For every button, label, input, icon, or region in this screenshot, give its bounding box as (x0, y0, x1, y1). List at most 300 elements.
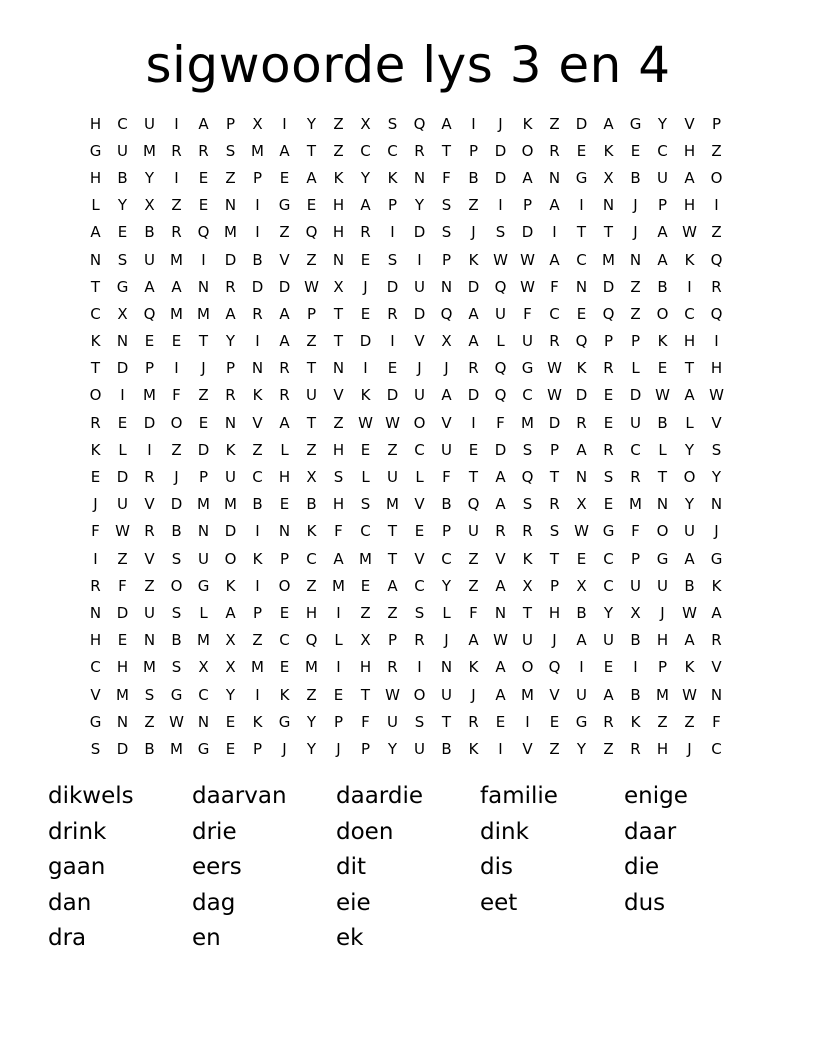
grid-letter: E (117, 631, 128, 650)
grid-letter: S (360, 495, 371, 514)
grid-letter: F (442, 468, 451, 487)
grid-letter: F (712, 712, 721, 731)
grid-letter: Q (197, 223, 210, 242)
grid-letter: P (549, 440, 560, 459)
grid-letter: J (471, 223, 476, 242)
grid-letter: K (252, 712, 263, 731)
grid-letter: C (603, 576, 614, 595)
grid-letter: O (413, 685, 426, 704)
grid-letter: A (198, 114, 209, 133)
grid-letter: T (333, 304, 344, 323)
grid-letter: E (576, 304, 587, 323)
grid-letter: D (170, 495, 183, 514)
grid-letter: E (603, 386, 614, 405)
grid-letter: C (252, 468, 263, 487)
grid-letter: Q (305, 631, 318, 650)
grid-letter: T (387, 549, 398, 568)
grid-letter: R (711, 277, 722, 296)
grid-letter: I (336, 658, 341, 677)
grid-letter: R (360, 223, 371, 242)
grid-letter: E (279, 658, 290, 677)
grid-letter: I (498, 739, 503, 758)
grid-letter: L (631, 359, 640, 378)
grid-letter: A (144, 277, 155, 296)
word-list-item: eie (336, 889, 371, 916)
grid-letter: Z (549, 114, 560, 133)
grid-letter: A (225, 304, 236, 323)
grid-letter: I (471, 413, 476, 432)
grid-letter: B (252, 495, 263, 514)
grid-letter: L (361, 468, 370, 487)
grid-letter: P (306, 304, 317, 323)
grid-letter: O (521, 658, 534, 677)
grid-letter: W (520, 250, 535, 269)
grid-letter: H (683, 332, 696, 351)
grid-letter: B (657, 413, 668, 432)
grid-letter: I (255, 223, 260, 242)
grid-letter: I (363, 359, 368, 378)
grid-letter: C (360, 522, 371, 541)
grid-letter: A (279, 304, 290, 323)
grid-letter: D (413, 304, 426, 323)
grid-letter: D (467, 277, 480, 296)
grid-letter: A (495, 468, 506, 487)
grid-letter: X (576, 576, 587, 595)
grid-letter: M (224, 495, 237, 514)
grid-letter: D (575, 114, 588, 133)
grid-letter: U (144, 114, 155, 133)
grid-letter: T (549, 549, 560, 568)
grid-letter: D (224, 522, 237, 541)
grid-letter: K (360, 386, 371, 405)
grid-letter: S (144, 685, 155, 704)
grid-letter: Y (684, 495, 695, 514)
grid-letter: E (279, 603, 290, 622)
grid-letter: O (683, 468, 696, 487)
grid-letter: L (685, 413, 694, 432)
grid-letter: U (414, 739, 425, 758)
grid-letter: V (549, 685, 560, 704)
grid-letter: P (198, 468, 209, 487)
grid-letter: M (143, 141, 156, 160)
grid-letter: X (252, 114, 263, 133)
grid-letter: Z (306, 250, 317, 269)
grid-letter: A (603, 114, 614, 133)
grid-letter: Y (414, 196, 425, 215)
grid-letter: S (414, 712, 425, 731)
grid-letter: E (360, 576, 371, 595)
grid-letter: N (575, 468, 588, 487)
grid-letter: Q (413, 114, 426, 133)
grid-letter: V (144, 495, 155, 514)
grid-letter: B (306, 495, 317, 514)
grid-letter: B (252, 250, 263, 269)
grid-letter: U (225, 468, 236, 487)
grid-letter: I (174, 168, 179, 187)
grid-letter: H (656, 631, 669, 650)
grid-letter: S (522, 440, 533, 459)
grid-letter: E (90, 468, 101, 487)
grid-letter: W (547, 359, 562, 378)
grid-letter: W (709, 386, 724, 405)
grid-letter: P (441, 250, 452, 269)
grid-letter: L (658, 440, 667, 459)
grid-letter: G (710, 549, 723, 568)
grid-letter: C (603, 549, 614, 568)
grid-letter: Z (468, 196, 479, 215)
grid-letter: U (684, 522, 695, 541)
grid-letter: R (144, 468, 155, 487)
grid-letter: N (602, 196, 615, 215)
grid-letter: N (440, 658, 453, 677)
grid-letter: Z (630, 304, 641, 323)
grid-letter: E (306, 196, 317, 215)
word-list-item: dink (480, 818, 529, 845)
grid-letter: W (574, 522, 589, 541)
grid-letter: Y (225, 685, 236, 704)
grid-letter: A (603, 685, 614, 704)
grid-letter: U (117, 141, 128, 160)
grid-letter: R (225, 277, 236, 296)
grid-letter: M (602, 250, 615, 269)
grid-letter: C (711, 739, 722, 758)
word-list-item: dit (336, 854, 367, 880)
grid-letter: N (494, 603, 507, 622)
grid-letter: D (467, 386, 480, 405)
grid-letter: X (306, 468, 317, 487)
grid-letter: D (116, 359, 129, 378)
grid-letter: L (91, 196, 100, 215)
grid-letter: W (655, 386, 670, 405)
grid-letter: M (143, 658, 156, 677)
grid-letter: W (304, 277, 319, 296)
grid-letter: E (225, 739, 236, 758)
grid-letter: I (498, 196, 503, 215)
grid-letter: U (603, 631, 614, 650)
grid-letter: I (417, 658, 422, 677)
grid-letter: Y (576, 739, 587, 758)
word-list-item: dikwels (48, 783, 134, 809)
grid-letter: R (603, 359, 614, 378)
grid-letter: H (683, 141, 696, 160)
grid-letter: E (468, 440, 479, 459)
grid-letter: Z (711, 223, 722, 242)
grid-letter: W (547, 386, 562, 405)
grid-letter: A (171, 277, 182, 296)
grid-letter: I (174, 114, 179, 133)
grid-letter: E (117, 223, 128, 242)
grid-letter: N (413, 168, 426, 187)
grid-letter: E (603, 495, 614, 514)
grid-letter: Q (494, 386, 507, 405)
grid-letter: H (548, 603, 561, 622)
grid-letter: H (332, 495, 345, 514)
grid-letter: M (197, 495, 210, 514)
grid-letter: S (441, 223, 452, 242)
grid-letter: Y (360, 168, 371, 187)
grid-letter: Z (144, 576, 155, 595)
grid-letter: A (441, 114, 452, 133)
grid-letter: I (471, 114, 476, 133)
grid-letter: G (575, 168, 588, 187)
grid-letter: P (252, 603, 263, 622)
grid-letter: U (495, 304, 506, 323)
grid-letter: B (630, 631, 641, 650)
grid-letter: W (385, 685, 400, 704)
grid-letter: S (225, 141, 236, 160)
grid-letter: A (468, 304, 479, 323)
grid-letter: P (630, 549, 641, 568)
grid-letter: C (90, 304, 101, 323)
grid-letter: O (710, 168, 723, 187)
grid-letter: Q (521, 468, 534, 487)
grid-letter: S (603, 468, 614, 487)
grid-letter: M (521, 413, 534, 432)
grid-letter: U (576, 685, 587, 704)
grid-letter: I (525, 712, 530, 731)
grid-letter: C (549, 304, 560, 323)
grid-letter: Z (171, 440, 182, 459)
grid-letter: V (90, 685, 101, 704)
grid-letter: O (413, 413, 426, 432)
grid-letter: J (552, 631, 557, 650)
grid-letter: S (495, 223, 506, 242)
grid-letter: Z (306, 576, 317, 595)
word-list-item: daardie (336, 783, 423, 809)
grid-letter: R (387, 658, 398, 677)
grid-letter: O (521, 141, 534, 160)
grid-letter: P (468, 141, 479, 160)
grid-letter: R (549, 495, 560, 514)
grid-letter: N (143, 631, 156, 650)
grid-letter: U (657, 168, 668, 187)
grid-letter: B (684, 576, 695, 595)
grid-letter: A (306, 168, 317, 187)
grid-letter: V (711, 413, 722, 432)
grid-letter: J (444, 631, 449, 650)
grid-letter: D (386, 277, 399, 296)
grid-letter: P (279, 549, 290, 568)
grid-letter: R (144, 522, 155, 541)
grid-letter: V (414, 332, 425, 351)
grid-letter: Q (440, 304, 453, 323)
word-list-item: daar (624, 818, 677, 845)
grid-letter: P (657, 658, 668, 677)
grid-letter: V (522, 739, 533, 758)
grid-letter: E (279, 168, 290, 187)
grid-letter: C (441, 549, 452, 568)
grid-letter: C (522, 386, 533, 405)
grid-letter: U (441, 440, 452, 459)
word-search-grid (82, 110, 730, 763)
grid-letter: X (225, 631, 236, 650)
grid-letter: A (711, 603, 722, 622)
grid-letter: E (360, 304, 371, 323)
grid-letter: I (93, 549, 98, 568)
grid-letter: O (224, 549, 237, 568)
grid-letter: M (170, 304, 183, 323)
grid-letter: A (495, 685, 506, 704)
grid-letter: R (252, 304, 263, 323)
grid-letter: N (656, 495, 669, 514)
grid-letter: M (386, 495, 399, 514)
grid-letter: S (387, 250, 398, 269)
grid-letter: V (414, 549, 425, 568)
grid-letter: T (333, 332, 344, 351)
grid-letter: Z (306, 440, 317, 459)
grid-letter: X (522, 576, 533, 595)
grid-letter: I (390, 223, 395, 242)
grid-letter: T (468, 468, 479, 487)
grid-letter: W (520, 277, 535, 296)
grid-letter: P (360, 739, 371, 758)
grid-letter: J (174, 468, 179, 487)
grid-letter: M (251, 658, 264, 677)
grid-letter: Q (467, 495, 480, 514)
grid-letter: F (496, 413, 505, 432)
grid-letter: K (252, 386, 263, 405)
grid-letter: V (333, 386, 344, 405)
grid-letter: Z (468, 576, 479, 595)
grid-letter: H (332, 196, 345, 215)
grid-letter: C (657, 141, 668, 160)
grid-letter: X (603, 168, 614, 187)
grid-letter: K (225, 576, 236, 595)
grid-letter: N (89, 250, 102, 269)
grid-letter: K (252, 549, 263, 568)
grid-letter: N (197, 712, 210, 731)
grid-letter: S (171, 603, 182, 622)
grid-letter: A (387, 576, 398, 595)
grid-letter: X (630, 603, 641, 622)
grid-letter: A (279, 413, 290, 432)
grid-letter: U (414, 277, 425, 296)
grid-letter: I (579, 658, 584, 677)
grid-letter: Y (306, 712, 317, 731)
grid-letter: J (633, 223, 638, 242)
word-list (48, 780, 768, 958)
grid-letter: P (225, 114, 236, 133)
grid-letter: A (333, 549, 344, 568)
grid-letter: K (522, 114, 533, 133)
grid-letter: E (360, 250, 371, 269)
grid-letter: Q (548, 658, 561, 677)
word-list-item: eet (480, 889, 518, 916)
grid-letter: J (363, 277, 368, 296)
grid-letter: H (359, 658, 372, 677)
grid-letter: T (387, 522, 398, 541)
word-list-item: en (192, 925, 221, 951)
grid-letter: X (360, 114, 371, 133)
grid-letter: F (91, 522, 100, 541)
grid-letter: T (441, 141, 452, 160)
grid-letter: J (498, 114, 503, 133)
grid-letter: I (255, 576, 260, 595)
word-list-item: eers (192, 854, 242, 880)
grid-letter: A (684, 168, 695, 187)
grid-letter: W (682, 685, 697, 704)
grid-letter: R (414, 141, 425, 160)
grid-letter: W (115, 522, 130, 541)
grid-letter: P (252, 739, 263, 758)
grid-letter: T (657, 468, 668, 487)
grid-letter: D (575, 386, 588, 405)
grid-letter: V (441, 413, 452, 432)
grid-letter: I (687, 277, 692, 296)
grid-letter: L (496, 332, 505, 351)
grid-letter: V (414, 495, 425, 514)
grid-letter: Y (684, 440, 695, 459)
grid-letter: L (199, 603, 208, 622)
grid-letter: X (144, 196, 155, 215)
grid-letter: X (360, 631, 371, 650)
grid-letter: Q (602, 304, 615, 323)
grid-letter: I (417, 250, 422, 269)
grid-letter: I (390, 332, 395, 351)
grid-letter: N (89, 603, 102, 622)
grid-letter: Q (710, 304, 723, 323)
grid-letter: A (657, 250, 668, 269)
grid-letter: E (171, 332, 182, 351)
grid-letter: B (171, 522, 182, 541)
grid-letter: A (360, 196, 371, 215)
grid-letter: B (441, 495, 452, 514)
grid-letter: R (576, 413, 587, 432)
grid-letter: D (494, 168, 507, 187)
grid-letter: K (90, 440, 101, 459)
grid-letter: W (493, 631, 508, 650)
grid-letter: K (468, 658, 479, 677)
grid-letter: I (147, 440, 152, 459)
grid-letter: Y (711, 468, 722, 487)
grid-letter: P (441, 522, 452, 541)
grid-letter: D (602, 277, 615, 296)
grid-letter: D (278, 277, 291, 296)
grid-letter: A (495, 576, 506, 595)
grid-letter: J (417, 359, 422, 378)
grid-letter: R (711, 631, 722, 650)
grid-letter: J (714, 522, 719, 541)
grid-letter: S (711, 440, 722, 459)
grid-letter: F (118, 576, 127, 595)
grid-letter: N (116, 712, 129, 731)
grid-letter: U (657, 576, 668, 595)
grid-letter: A (684, 631, 695, 650)
grid-letter: W (493, 250, 508, 269)
grid-letter: E (576, 549, 587, 568)
grid-letter: R (549, 141, 560, 160)
grid-letter: Q (494, 359, 507, 378)
grid-letter: E (576, 141, 587, 160)
grid-letter: F (361, 712, 370, 731)
grid-letter: I (255, 332, 260, 351)
grid-letter: N (197, 522, 210, 541)
grid-letter: G (278, 712, 291, 731)
grid-letter: D (251, 277, 264, 296)
grid-letter: T (360, 685, 371, 704)
grid-letter: Q (575, 332, 588, 351)
grid-letter: X (225, 658, 236, 677)
grid-letter: B (171, 631, 182, 650)
grid-letter: L (118, 440, 127, 459)
grid-letter: C (414, 576, 425, 595)
grid-letter: E (198, 413, 209, 432)
grid-letter: E (360, 440, 371, 459)
grid-letter: R (468, 712, 479, 731)
grid-letter: H (332, 223, 345, 242)
grid-letter: K (468, 739, 479, 758)
grid-letter: U (144, 250, 155, 269)
